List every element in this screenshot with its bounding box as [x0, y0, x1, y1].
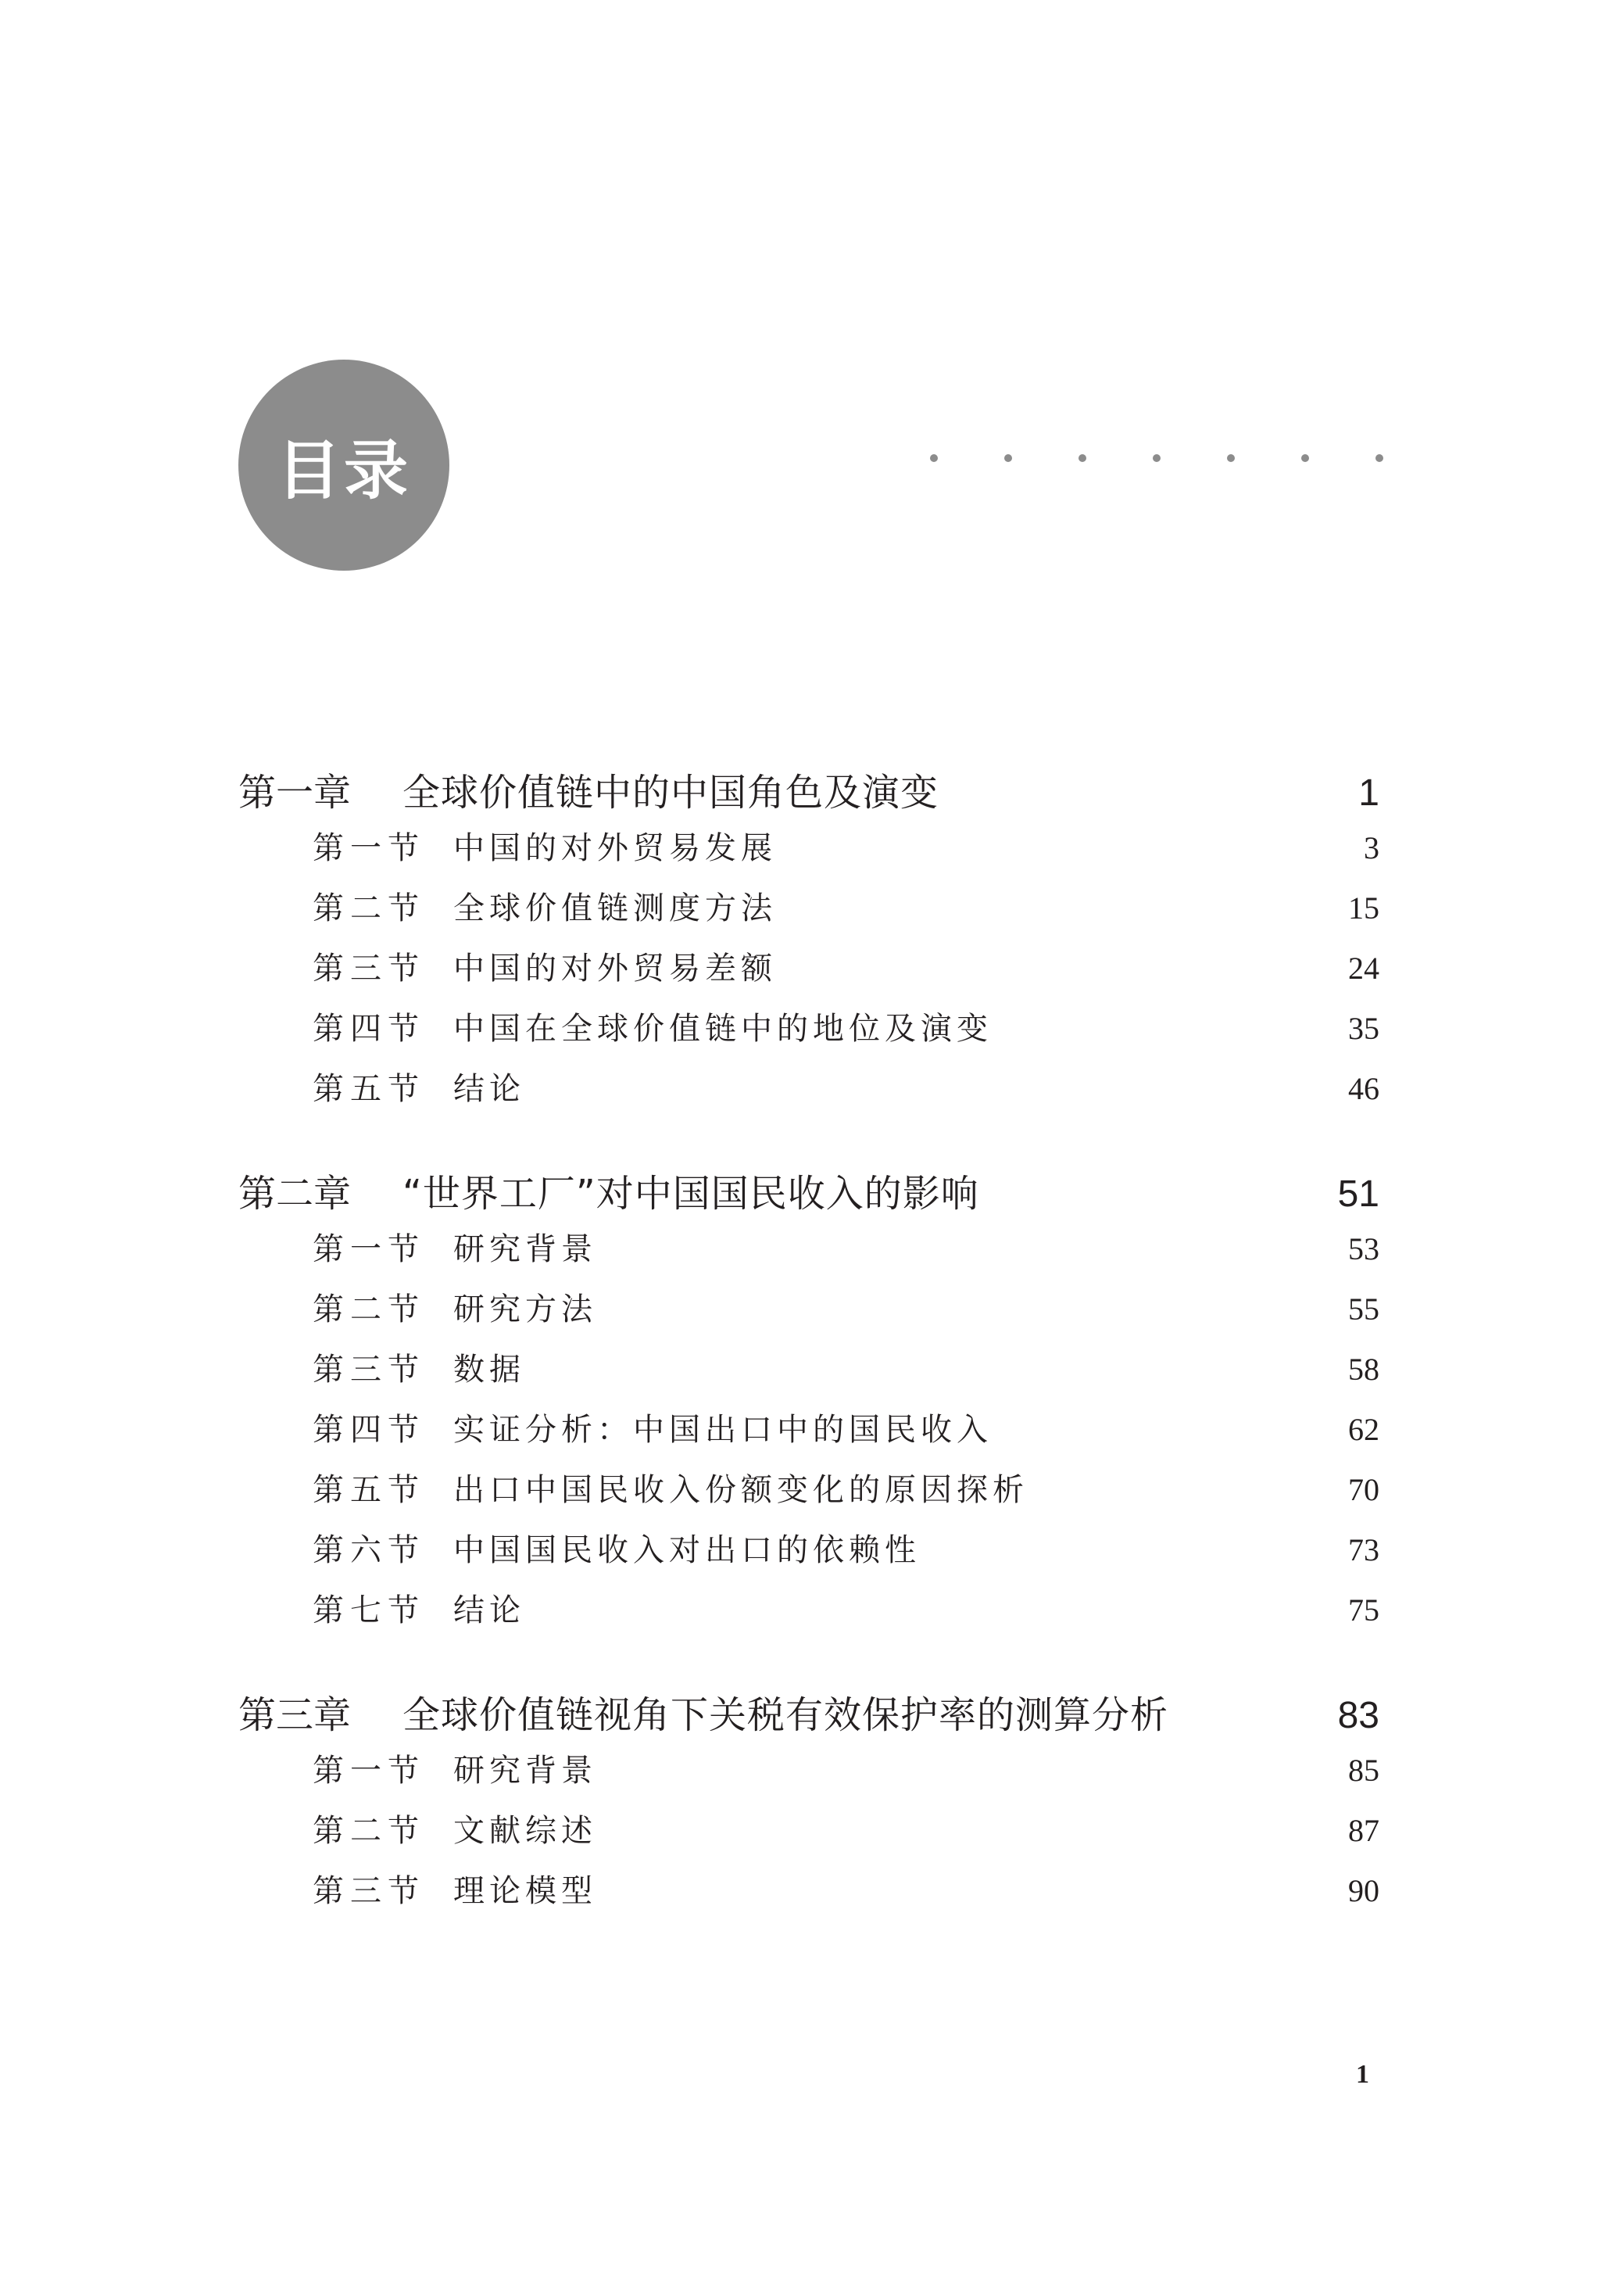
section-row[interactable]: [238, 1405, 1379, 1465]
section-row[interactable]: [238, 883, 1379, 944]
section-number: 第四节: [313, 1011, 425, 1047]
section-row[interactable]: [238, 1866, 1379, 1926]
section-title: 结论: [453, 1071, 525, 1107]
page-number: 1: [1356, 2060, 1369, 2089]
section-number: 第三节: [313, 1352, 425, 1388]
section-title: 文献综述: [453, 1813, 597, 1849]
section-page-number: 62: [1348, 1412, 1379, 1447]
section-title: 中国的对外贸易发展: [453, 830, 777, 866]
section-row[interactable]: [238, 823, 1379, 883]
section-title: 出口中国民收入份额变化的原因探析: [453, 1472, 1028, 1508]
section-page-number: 55: [1348, 1291, 1379, 1327]
section-number: 第七节: [313, 1592, 425, 1628]
section-number: 第二节: [313, 890, 425, 926]
section-title: 实证分析：中国出口中的国民收入: [453, 1412, 993, 1448]
section-page-number: 90: [1348, 1873, 1379, 1908]
chapter-page-number: 83: [1337, 1695, 1379, 1736]
section-page-number: 75: [1348, 1592, 1379, 1628]
chapter-page-number: 51: [1337, 1173, 1379, 1215]
section-page-number: 53: [1348, 1231, 1379, 1266]
chapter-page-number: 1: [1358, 772, 1379, 814]
section-row[interactable]: [238, 1224, 1379, 1284]
section-row[interactable]: [238, 1284, 1379, 1345]
toc-title-badge: [238, 360, 449, 571]
section-page-number: 73: [1348, 1532, 1379, 1567]
section-row[interactable]: [238, 944, 1379, 1004]
section-page-number: 85: [1348, 1753, 1379, 1788]
decorative-dot: [1078, 454, 1086, 462]
section-page-number: 24: [1348, 951, 1379, 986]
section-row[interactable]: [238, 1345, 1379, 1405]
section-page-number: 87: [1348, 1813, 1379, 1848]
section-number: 第一节: [313, 1231, 425, 1267]
section-title: 中国国民收入对出口的依赖性: [453, 1532, 921, 1568]
section-title: 研究背景: [453, 1231, 597, 1267]
section-number: 第六节: [313, 1532, 425, 1568]
decorative-dot: [1375, 454, 1383, 462]
chapter-entry: [238, 762, 1379, 1124]
section-number: 第三节: [313, 951, 425, 987]
section-title: 中国的对外贸易差额: [453, 951, 777, 987]
decorative-dot: [1153, 454, 1161, 462]
section-number: 第五节: [313, 1071, 425, 1107]
chapter-heading-row[interactable]: [238, 1163, 1379, 1224]
chapter-heading-row[interactable]: [238, 1685, 1379, 1746]
section-number: 第一节: [313, 830, 425, 866]
section-number: 第二节: [313, 1291, 425, 1327]
chapter-number: 第三章: [238, 1693, 352, 1737]
section-row[interactable]: [238, 1525, 1379, 1585]
section-row[interactable]: [238, 1004, 1379, 1064]
table-of-contents: [238, 762, 1379, 1965]
section-row[interactable]: [238, 1806, 1379, 1866]
section-row[interactable]: [238, 1465, 1379, 1525]
chapter-entry: [238, 1685, 1379, 1926]
chapter-number: 第一章: [238, 771, 352, 815]
section-number: 第五节: [313, 1472, 425, 1508]
section-number: 第一节: [313, 1753, 425, 1789]
section-page-number: 70: [1348, 1472, 1379, 1507]
chapter-entry: [238, 1163, 1379, 1646]
section-page-number: 3: [1364, 830, 1379, 865]
decorative-dot: [930, 454, 938, 462]
section-page-number: 35: [1348, 1011, 1379, 1046]
section-row[interactable]: [238, 1746, 1379, 1806]
section-title: 中国在全球价值链中的地位及演变: [453, 1011, 993, 1047]
decorative-dot: [1004, 454, 1012, 462]
decorative-dot: [1227, 454, 1235, 462]
section-title: 研究背景: [453, 1753, 597, 1789]
section-title: 数据: [453, 1352, 525, 1388]
section-number: 第四节: [313, 1412, 425, 1448]
page-title: 目录: [276, 432, 411, 508]
section-page-number: 15: [1348, 890, 1379, 926]
section-page-number: 46: [1348, 1071, 1379, 1106]
chapter-title: 全球价值链视角下关税有效保护率的测算分析: [402, 1693, 1169, 1737]
section-row[interactable]: [238, 1585, 1379, 1646]
chapter-title: “世界工厂”对中国国民收入的影响: [402, 1172, 979, 1216]
decorative-dot-row: [930, 453, 1383, 463]
section-number: 第三节: [313, 1873, 425, 1909]
section-row[interactable]: [238, 1064, 1379, 1124]
section-page-number: 58: [1348, 1352, 1379, 1387]
decorative-dot: [1301, 454, 1309, 462]
chapter-heading-row[interactable]: [238, 762, 1379, 823]
section-title: 理论模型: [453, 1873, 597, 1909]
section-number: 第二节: [313, 1813, 425, 1849]
section-title: 全球价值链测度方法: [453, 890, 777, 926]
section-title: 研究方法: [453, 1291, 597, 1327]
chapter-title: 全球价值链中的中国角色及演变: [402, 771, 939, 815]
chapter-number: 第二章: [238, 1172, 352, 1216]
section-title: 结论: [453, 1592, 525, 1628]
